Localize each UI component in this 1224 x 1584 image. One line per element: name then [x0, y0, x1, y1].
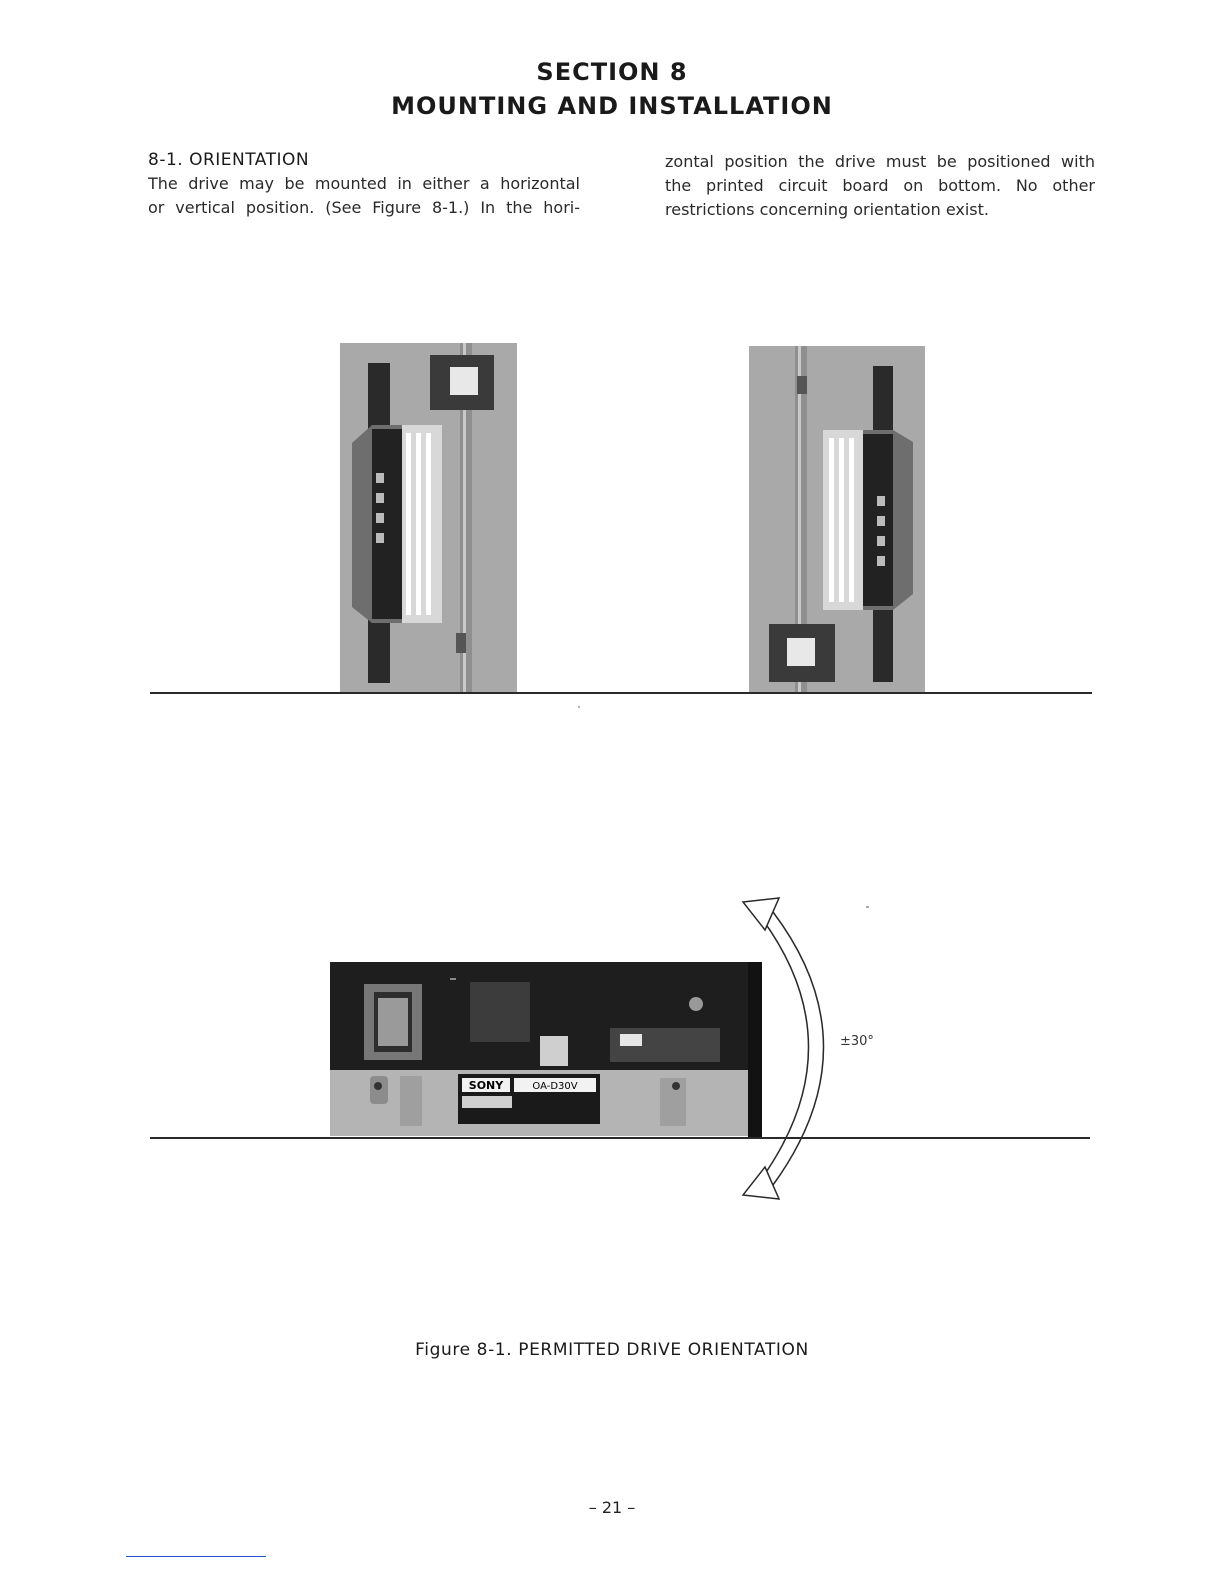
body-text-line: The drive may be mounted in either a horizontal — [148, 174, 580, 193]
vertical-drive-photo-right — [749, 346, 925, 693]
section-title: MOUNTING AND INSTALLATION — [391, 92, 833, 120]
body-text-line: zontal position the drive must be positioned with — [665, 152, 1095, 171]
body-text-line: or vertical position. (See Figure 8-1.) In the hori- — [148, 198, 580, 217]
footnote-rule — [126, 1556, 266, 1557]
vertical-drive-photo-left — [340, 343, 517, 693]
scan-speck — [578, 706, 580, 708]
body-text-line: the printed circuit board on bottom. No other — [665, 176, 1095, 195]
right-column — [665, 150, 1095, 222]
figure-caption: Figure 8-1. PERMITTED DRIVE ORIENTATION — [415, 1340, 809, 1360]
section-number: SECTION 8 — [536, 58, 688, 86]
body-text-line: restrictions concerning orientation exist. — [665, 200, 989, 219]
horizontal-baseline-rule — [150, 1137, 1090, 1139]
angle-label: ±30° — [840, 1034, 874, 1049]
horizontal-drive-photo — [330, 962, 762, 1138]
page-number: – 21 – — [588, 1498, 636, 1517]
label-brand: SONY — [468, 1079, 504, 1092]
rotation-arrow — [735, 896, 845, 1201]
subsection-heading: 8-1. ORIENTATION — [148, 150, 310, 170]
label-model: OA-D30V — [532, 1081, 578, 1092]
scan-speck — [866, 906, 869, 908]
vertical-baseline-rule — [150, 692, 1092, 694]
left-column — [148, 148, 580, 220]
